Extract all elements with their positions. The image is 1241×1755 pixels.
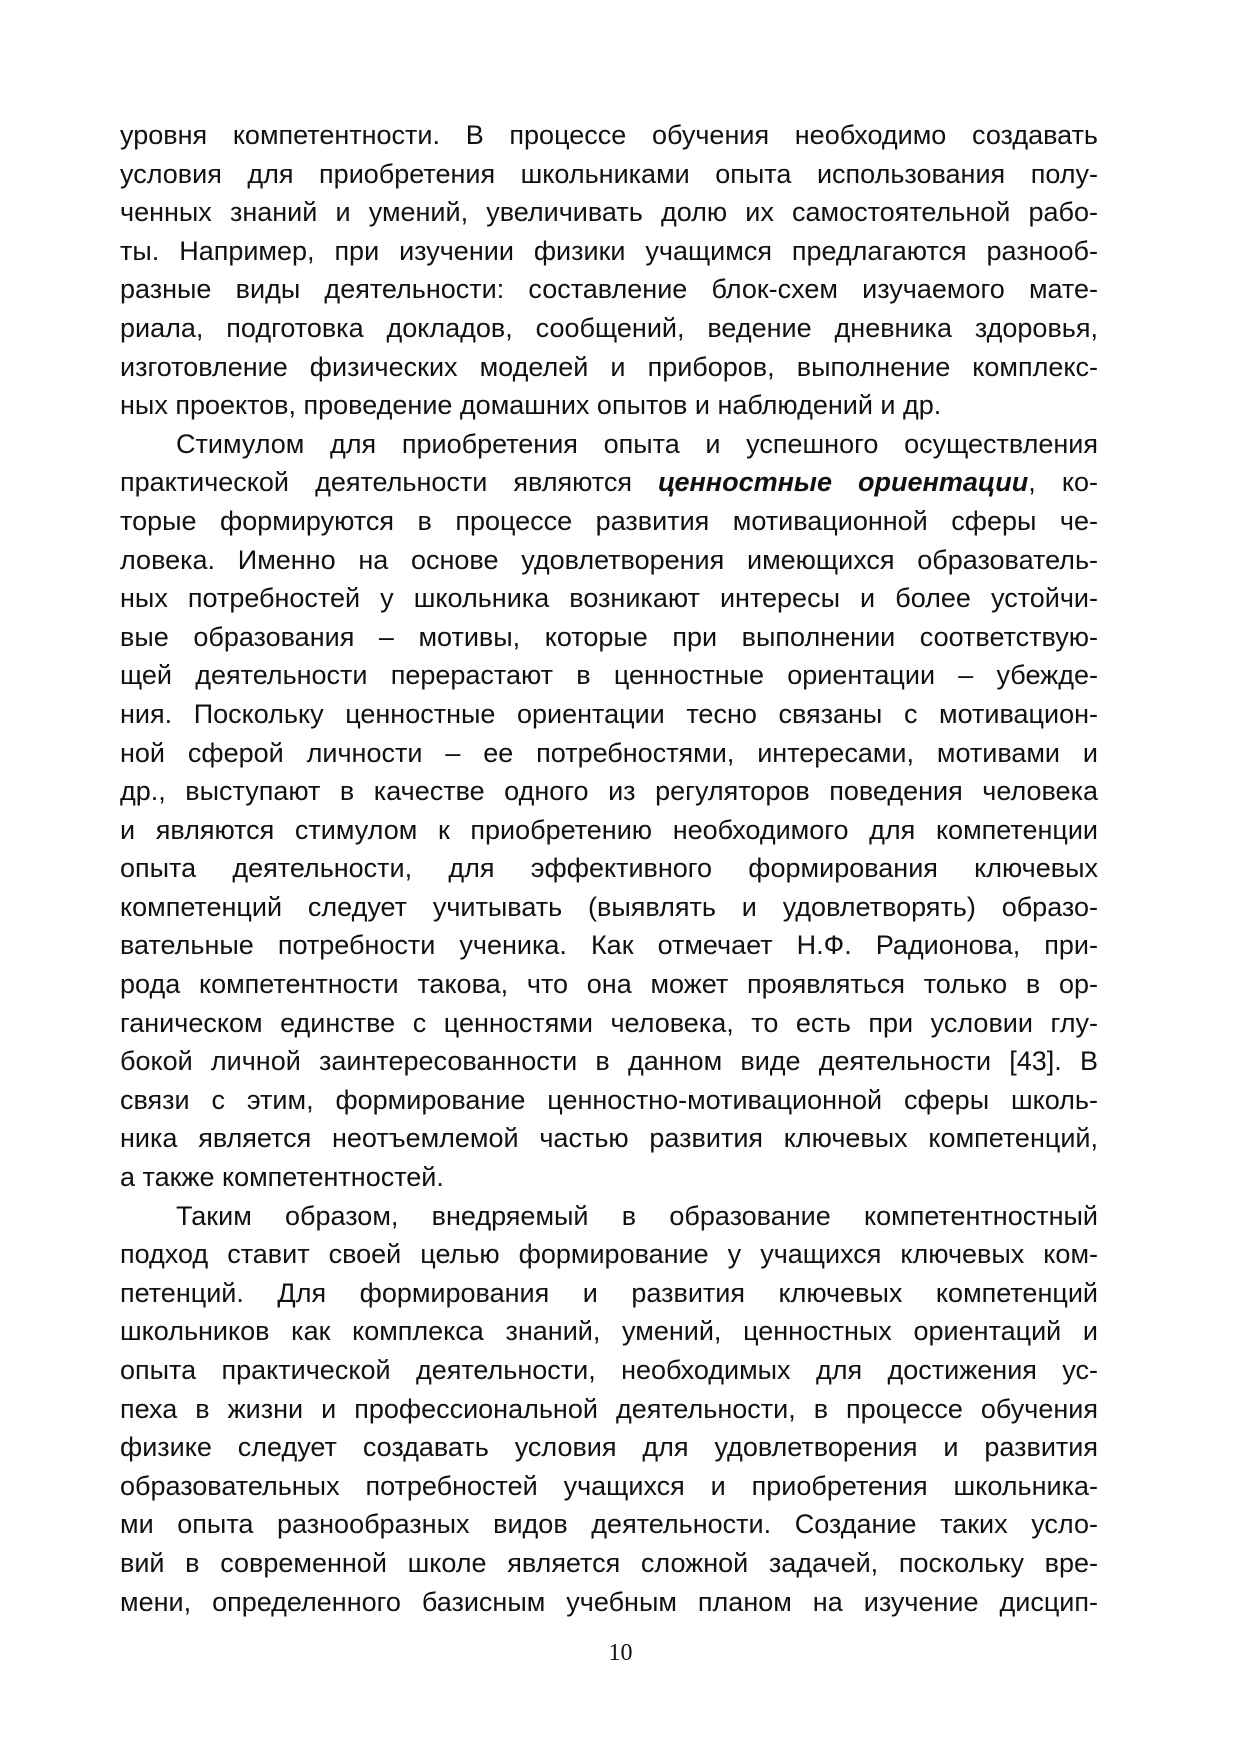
text-line: пеха в жизни и профессиональной деятельности, в процессе обучения <box>120 1393 1098 1424</box>
text-line: условия для приобретения школьниками опыта использования полу- <box>120 158 1098 189</box>
text-line: и являются стимулом к приобретению необходимого для компетенции <box>120 814 1098 845</box>
text-line: ных проектов, проведение домашних опытов и наблюдений и др. <box>120 390 942 421</box>
text-line: петенций. Для формирования и развития ключевых компетенций <box>120 1277 1098 1308</box>
text-line: Таким образом, внедряемый в образование компетентностный <box>176 1200 1098 1231</box>
text-line: вые образования – мотивы, которые при выполнении соответствую- <box>120 621 1098 652</box>
text-line: ния. Поскольку ценностные ориентации тесно связаны с мотивацион- <box>120 698 1098 729</box>
text-line: подход ставит своей целью формирование у учащихся ключевых ком- <box>120 1239 1098 1270</box>
text-segment: практической деятельности являются <box>120 467 659 498</box>
text-line: ловека. Именно на основе удовлетворения имеющихся образователь- <box>120 544 1098 575</box>
text-line: мени, определенного базисным учебным планом на изучение дисцип- <box>120 1586 1098 1617</box>
text-line: щей деятельности перерастают в ценностные ориентации – убежде- <box>120 660 1098 691</box>
text-line: ника является неотъемлемой частью развития ключевых компетенций, <box>120 1123 1098 1154</box>
emphasized-term: ценностные ориентации <box>658 467 1029 498</box>
text-line: изготовление физических моделей и приборов, выполнение комплекс- <box>120 351 1098 382</box>
paragraph-1 <box>120 116 1098 425</box>
text-line: ми опыта разнообразных видов деятельности. Создание таких усло- <box>120 1509 1098 1540</box>
text-line: вий в современной школе является сложной задачей, поскольку вре- <box>120 1547 1098 1578</box>
text-line: образовательных потребностей учащихся и приобретения школьника- <box>120 1470 1098 1501</box>
page-number: 10 <box>608 1640 633 1666</box>
text-line: опыта деятельности, для эффективного формирования ключевых <box>120 853 1098 884</box>
text-line: торые формируются в процессе развития мотивационной сферы че- <box>120 505 1098 536</box>
text-line: компетенций следует учитывать (выявлять и удовлетворять) образо- <box>120 891 1098 922</box>
text-line: ных потребностей у школьника возникают интересы и более устойчи- <box>120 583 1098 614</box>
text-line: ты. Например, при изучении физики учащимся предлагаются разнооб- <box>120 235 1098 266</box>
text-line: Стимулом для приобретения опыта и успешного осуществления <box>176 428 1098 459</box>
text-line: ченных знаний и умений, увеличивать долю их самостоятельной рабо- <box>120 197 1098 228</box>
text-line: ганическом единстве с ценностями человека, то есть при условии глу- <box>120 1007 1098 1038</box>
text-segment: , ко- <box>1028 467 1098 498</box>
paragraph-3 <box>120 1197 1098 1622</box>
text-line: уровня компетентности. В процессе обучения необходимо создавать <box>120 120 1098 150</box>
text-line: физике следует создавать условия для удовлетворения и развития <box>120 1432 1098 1463</box>
text-line: опыта практической деятельности, необходимых для достижения ус- <box>120 1355 1098 1385</box>
text-line: школьников как комплекса знаний, умений, ценностных ориентаций и <box>120 1316 1098 1347</box>
text-line: вательные потребности ученика. Как отмечает Н.Ф. Радионова, при- <box>120 930 1098 961</box>
body-text <box>120 116 1098 1621</box>
text-line-with-emphasis <box>120 463 1098 502</box>
paragraph-2 <box>120 425 1098 1197</box>
text-line: связи с этим, формирование ценностно-мотивационной сферы школь- <box>120 1084 1098 1115</box>
text-line: ной сферой личности – ее потребностями, интересами, мотивами и <box>120 737 1098 768</box>
text-line: риала, подготовка докладов, сообщений, ведение дневника здоровья, <box>120 312 1098 343</box>
text-line: бокой личной заинтересованности в данном виде деятельности [43]. В <box>120 1046 1098 1077</box>
text-line: а также компетентностей. <box>120 1162 444 1193</box>
text-line: разные виды деятельности: составление блок-схем изучаемого мате- <box>120 274 1098 305</box>
text-line: др., выступают в качестве одного из регуляторов поведения человека <box>120 776 1098 807</box>
text-line: рода компетентности такова, что она может проявляться только в ор- <box>120 969 1098 1000</box>
